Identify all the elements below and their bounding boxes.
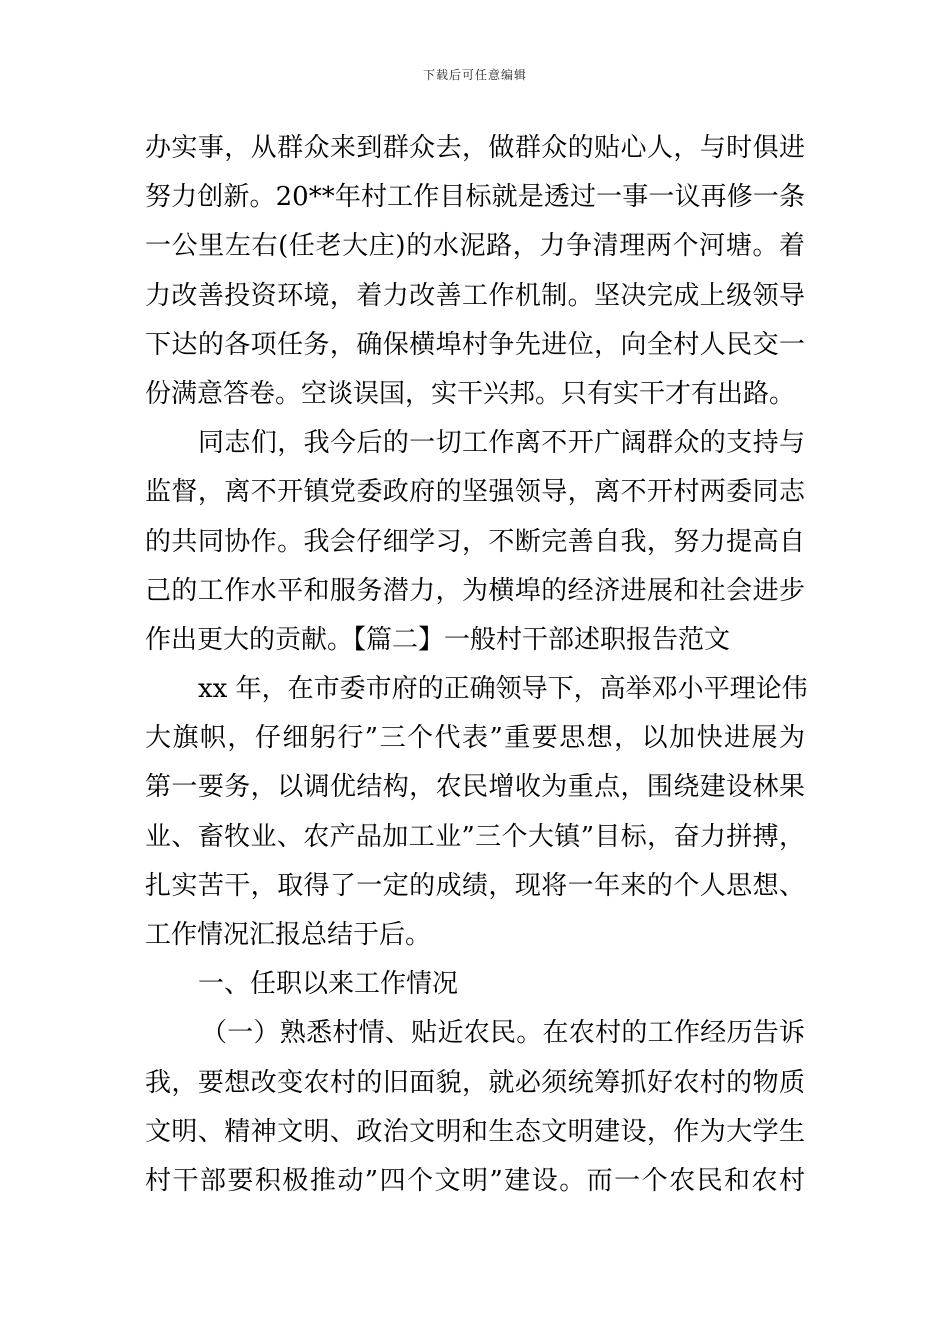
body-line: 业、畜牧业、农产品加工业”三个大镇”目标，奋力拼搏， [145,821,805,852]
body-line: 我，要想改变农村的旧面貌，就必须统筹抓好农村的物质 [145,1067,805,1098]
body-line: 作出更大的贡献。【篇二】一般村干部述职报告范文 [145,624,731,655]
body-line: 下达的各项任务，确保横埠村争先进位，向全村人民交一 [145,329,805,360]
body-line: 的共同协作。我会仔细学习，不断完善自我，努力提高自 [145,526,805,557]
page-header: 下载后可任意编辑 [422,68,527,82]
body-line: 村干部要积极推动”四个文明”建设。而一个农民和农村 [145,1165,805,1196]
body-line: 大旗帜，仔细躬行”三个代表”重要思想，以加快进展为 [145,723,805,754]
body-line: 第一要务，以调优结构，农民增收为重点，围绕建设林果 [145,772,805,803]
body-line: 一公里左右(任老大庄)的水泥路，力争清理两个河塘。着 [145,231,805,262]
body-line: 份满意答卷。空谈误国，实干兴邦。只有实干才有出路。 [145,378,796,409]
body-line: 力改善投资环境，着力改善工作机制。坚决完成上级领导 [145,280,805,311]
body-line: 文明、精神文明、政治文明和生态文明建设，作为大学生 [145,1116,805,1147]
paragraph-first-line: 同志们，我今后的一切工作离不开广阔群众的支持与 [198,428,805,459]
body-line: 努力创新。20**年村工作目标就是透过一事一议再修一条 [145,182,805,213]
paragraph-first-line: xx 年，在市委市府的正确领导下，高举邓小平理论伟 [198,674,808,705]
document-body [145,124,808,1206]
body-line: 己的工作水平和服务潜力，为横埠的经济进展和社会进步 [145,575,805,606]
paragraph-first-line: （一）熟悉村情、贴近农民。在农村的工作经历告诉 [201,1018,805,1049]
body-line: 监督，离不开镇党委政府的坚强领导，离不开村两委同志 [145,477,805,508]
body-line: 扎实苦干，取得了一定的成绩，现将一年来的个人思想、 [145,870,805,901]
section-heading: 一、任职以来工作情况 [198,969,459,1000]
body-line: 工作情况汇报总结于后。 [145,920,432,950]
body-line: 办实事，从群众来到群众去，做群众的贴心人，与时俱进 [145,133,805,163]
